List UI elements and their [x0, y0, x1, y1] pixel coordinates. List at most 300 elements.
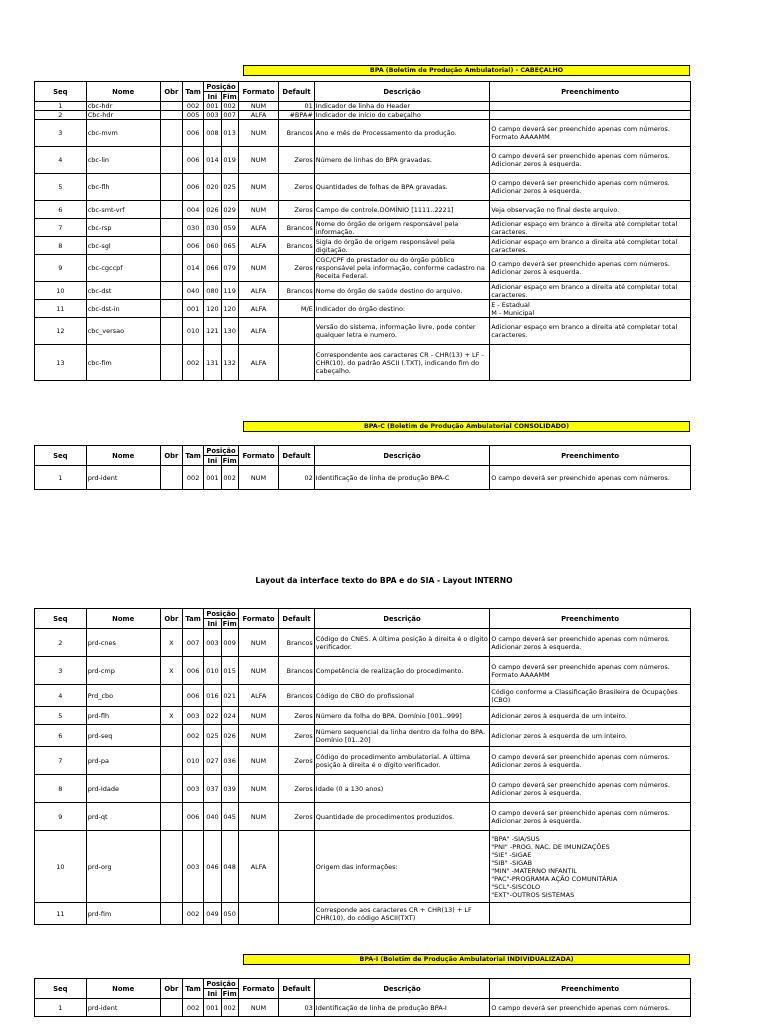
cell-tam: 006 [183, 147, 204, 174]
table-row [35, 201, 691, 219]
cell-preenchimento: O campo deverá ser preenchido apenas com números. Adicionar zeros à esquerda. [490, 147, 691, 174]
cell-formato: ALFA [238, 318, 279, 345]
col-default: Default [279, 609, 314, 629]
cell-seq: 13 [35, 345, 87, 381]
cell-nome: cbc-lin [86, 147, 160, 174]
table-header [35, 82, 691, 102]
cell-nome: cbc-cgccpf [86, 255, 160, 282]
cell-formato: NUM [238, 102, 279, 111]
cell-fim: 024 [221, 707, 238, 725]
cell-fim: 050 [221, 903, 238, 925]
cell-fim: 007 [221, 111, 238, 120]
cell-preenchimento: O campo deverá ser preenchido apenas com números. Adicionar zeros à esquerda. [490, 255, 691, 282]
cell-default: M/E [279, 300, 314, 318]
cell-obr [160, 111, 182, 120]
col-ini: Ini [204, 619, 221, 629]
cell-preenchimento: O campo deverá ser preenchido apenas com números. [490, 466, 691, 490]
cell-preenchimento: O campo deverá ser preenchido apenas com números. Adicionar zeros à esquerda. [490, 747, 691, 775]
cell-obr [160, 201, 182, 219]
cell-nome: prd-cmp [86, 657, 160, 685]
cell-tam: 007 [183, 629, 204, 657]
table-row [35, 903, 691, 925]
cell-formato: NUM [238, 147, 279, 174]
cell-seq: 6 [35, 725, 87, 747]
cell-tam: 002 [183, 102, 204, 111]
cell-ini: 020 [204, 174, 221, 201]
col-default: Default [279, 446, 314, 466]
col-nome: Nome [86, 446, 160, 466]
col-nome: Nome [86, 609, 160, 629]
cell-descricao: Nome do órgão de origem responsável pela informação. [314, 219, 489, 237]
col-preenchimento: Preenchimento [490, 82, 691, 102]
cell-nome: prd-pa [86, 747, 160, 775]
cell-ini: 121 [204, 318, 221, 345]
table-row [35, 102, 691, 111]
cell-descricao: Indicador de início do cabeçalho [314, 111, 489, 120]
cell-preenchimento [490, 903, 691, 925]
col-posicao: Posição [204, 609, 238, 619]
cell-tam: 003 [183, 707, 204, 725]
cell-tam: 003 [183, 831, 204, 903]
table-layout-interno [34, 608, 691, 925]
cell-formato: NUM [238, 255, 279, 282]
cell-nome: cbc-flh [86, 174, 160, 201]
table-row [35, 831, 691, 903]
cell-fim: 002 [221, 999, 238, 1017]
col-ini: Ini [204, 989, 221, 999]
cell-default: 03 [279, 999, 314, 1017]
table-row [35, 318, 691, 345]
cell-default [279, 345, 314, 381]
col-nome: Nome [86, 979, 160, 999]
table-header [35, 446, 691, 466]
col-default: Default [279, 82, 314, 102]
cell-descricao: Nome do órgão de saúde destino do arquivo. [314, 282, 489, 300]
cell-descricao: Ano e mês de Processamento da produção. [314, 120, 489, 147]
cell-preenchimento: Código conforme a Classificação Brasileira de Ocupações (CBO) [490, 685, 691, 707]
cell-preenchimento: "BPA" -SIA/SUS "PNI" -PROG. NAC. DE IMUNIZAÇÕES "SIE" -SIGAE "SIB" -SIGAB "MIN" -MATERNO INFANTIL "PAC"-PROGRAMA AÇÃO COMUNITÁRIA "SCL"-SISCOLO "EXT"-OUTROS SISTEMAS [490, 831, 691, 903]
cell-fim: 036 [221, 747, 238, 775]
cell-seq: 5 [35, 174, 87, 201]
cell-nome: prd-ident [86, 466, 160, 490]
cell-nome: cbc-dst-in [86, 300, 160, 318]
col-posicao: Posição [204, 979, 238, 989]
cell-tam: 006 [183, 174, 204, 201]
table-row [35, 725, 691, 747]
cell-obr [160, 237, 182, 255]
cell-tam: 030 [183, 219, 204, 237]
cell-ini: 131 [204, 345, 221, 381]
cell-fim: 002 [221, 102, 238, 111]
cell-fim: 119 [221, 282, 238, 300]
table-header [35, 979, 691, 999]
cell-tam: 004 [183, 201, 204, 219]
table-bpa-i [34, 978, 691, 1017]
cell-formato: NUM [238, 201, 279, 219]
cell-nome: prd-org [86, 831, 160, 903]
cell-formato: NUM [238, 629, 279, 657]
table-row [35, 999, 691, 1017]
cell-fim: 021 [221, 685, 238, 707]
table-row [35, 111, 691, 120]
cell-obr [160, 300, 182, 318]
cell-default: Brancos [279, 657, 314, 685]
cell-formato: ALFA [238, 282, 279, 300]
cell-obr [160, 318, 182, 345]
cell-descricao: Indicador de linha do Header [314, 102, 489, 111]
col-nome: Nome [86, 82, 160, 102]
cell-preenchimento: Adicionar espaço em branco a direita até completar total caracteres. [490, 282, 691, 300]
cell-nome: cbc-sgl [86, 237, 160, 255]
cell-seq: 1 [35, 102, 87, 111]
table-row [35, 707, 691, 725]
cell-formato: ALFA [238, 237, 279, 255]
col-preenchimento: Preenchimento [490, 446, 691, 466]
cell-fim: 048 [221, 831, 238, 903]
col-descricao: Descrição [314, 82, 489, 102]
cell-ini: 010 [204, 657, 221, 685]
cell-formato: NUM [238, 725, 279, 747]
cell-preenchimento: O campo deverá ser preenchido apenas com números. Adicionar zeros à esquerda. [490, 174, 691, 201]
cell-preenchimento [490, 345, 691, 381]
col-descricao: Descrição [314, 979, 489, 999]
cell-seq: 11 [35, 903, 87, 925]
cell-nome: cbc_versao [86, 318, 160, 345]
cell-nome: prd-Idade [86, 775, 160, 803]
col-tam: Tam [183, 609, 204, 629]
cell-descricao: Quantidades de folhas de BPA gravadas. [314, 174, 489, 201]
cell-formato: NUM [238, 803, 279, 831]
cell-preenchimento: O campo deverá ser preenchido apenas com números. Adicionar zeros à esquerda. [490, 629, 691, 657]
cell-ini: 014 [204, 147, 221, 174]
cell-formato: ALFA [238, 345, 279, 381]
cell-formato: NUM [238, 657, 279, 685]
cell-tam: 003 [183, 775, 204, 803]
cell-nome: prd-seq [86, 725, 160, 747]
cell-obr [160, 903, 182, 925]
cell-default: Brancos [279, 120, 314, 147]
cell-preenchimento: Adicionar espaço em branco a direita até completar total caracteres. [490, 318, 691, 345]
table-header [35, 609, 691, 629]
table-bpa-c [34, 445, 691, 490]
cell-seq: 5 [35, 707, 87, 725]
cell-descricao: Código do procedimento ambulatorial. A última posição à direita é o dígito verificador. [314, 747, 489, 775]
col-seq: Seq [35, 609, 87, 629]
col-obr: Obr [160, 82, 182, 102]
cell-ini: 001 [204, 102, 221, 111]
col-posicao: Posição [204, 82, 238, 92]
col-default: Default [279, 979, 314, 999]
cell-ini: 046 [204, 831, 221, 903]
cell-default: 02 [279, 466, 314, 490]
cell-descricao: Versão do sistema, informação livre, pode conter qualquer letra e numero. [314, 318, 489, 345]
col-descricao: Descrição [314, 609, 489, 629]
cell-nome: cbc-rsp [86, 219, 160, 237]
col-fim: Fim [222, 92, 237, 101]
layout-title: Layout da interface texto do BPA e do SIA - Layout INTERNO [255, 576, 513, 585]
cell-fim: 019 [221, 147, 238, 174]
cell-fim: 130 [221, 318, 238, 345]
cell-tam: 001 [183, 300, 204, 318]
cell-obr [160, 775, 182, 803]
col-seq: Seq [35, 82, 87, 102]
cell-descricao: Indicador do órgão destino: [314, 300, 489, 318]
cell-descricao: Correspondente aos caracteres CR - CHR(13) + LF - CHR(10), do padrão ASCII (.TXT), indicando fim do cabeçalho. [314, 345, 489, 381]
cell-ini: 025 [204, 725, 221, 747]
cell-nome: prd-flh [86, 707, 160, 725]
col-fim: Fim [222, 989, 237, 998]
cell-formato: ALFA [238, 111, 279, 120]
cell-seq: 10 [35, 831, 87, 903]
cell-formato: NUM [238, 120, 279, 147]
cell-fim: 132 [221, 345, 238, 381]
table-row [35, 345, 691, 381]
cell-obr [160, 102, 182, 111]
cell-fim: 065 [221, 237, 238, 255]
table-row [35, 174, 691, 201]
cell-ini: 066 [204, 255, 221, 282]
section-banner-cabecalho: BPA (Boletim de Produção Ambulatorial) - CABEÇALHO [243, 65, 690, 76]
cell-obr [160, 803, 182, 831]
cell-nome: cbc-fim [86, 345, 160, 381]
cell-ini: 030 [204, 219, 221, 237]
cell-formato: ALFA [238, 685, 279, 707]
cell-formato: NUM [238, 747, 279, 775]
cell-ini: 016 [204, 685, 221, 707]
cell-preenchimento: O campo deverá ser preenchido apenas com números. Adicionar zeros à esquerda. [490, 803, 691, 831]
table-row [35, 803, 691, 831]
cell-tam: 006 [183, 657, 204, 685]
cell-obr [160, 345, 182, 381]
cell-obr [160, 255, 182, 282]
cell-preenchimento: O campo deverá ser preenchido apenas com números. Formato AAAAMM [490, 657, 691, 685]
cell-fim: 120 [221, 300, 238, 318]
cell-tam: 002 [183, 999, 204, 1017]
cell-nome: prd-ident [86, 999, 160, 1017]
cell-seq: 6 [35, 201, 87, 219]
cell-tam: 002 [183, 725, 204, 747]
cell-default: Zeros [279, 707, 314, 725]
cell-obr [160, 831, 182, 903]
table-row [35, 300, 691, 318]
cell-ini: 120 [204, 300, 221, 318]
cell-ini: 003 [204, 111, 221, 120]
cell-default: Zeros [279, 803, 314, 831]
cell-default [279, 318, 314, 345]
cell-default: Brancos [279, 219, 314, 237]
cell-obr [160, 747, 182, 775]
table-row [35, 120, 691, 147]
col-tam: Tam [183, 82, 204, 102]
cell-ini: 001 [204, 466, 221, 490]
cell-fim: 045 [221, 803, 238, 831]
col-posicao: Posição [204, 446, 238, 456]
cell-ini: 008 [204, 120, 221, 147]
cell-obr [160, 219, 182, 237]
cell-preenchimento: Adicionar espaço em branco a direita até completar total caracteres. [490, 237, 691, 255]
cell-formato: NUM [238, 174, 279, 201]
cell-tam: 010 [183, 318, 204, 345]
col-fim: Fim [222, 456, 237, 465]
cell-nome: prd-qt [86, 803, 160, 831]
col-tam: Tam [183, 979, 204, 999]
cell-obr [160, 466, 182, 490]
cell-default [279, 831, 314, 903]
cell-obr [160, 282, 182, 300]
col-formato: Formato [238, 979, 279, 999]
cell-nome: cbc-hdr [86, 102, 160, 111]
cell-seq: 7 [35, 219, 87, 237]
cell-ini: 080 [204, 282, 221, 300]
cell-obr: X [160, 629, 182, 657]
cell-tam: 005 [183, 111, 204, 120]
table-row [35, 147, 691, 174]
col-preenchimento: Preenchimento [490, 609, 691, 629]
cell-nome: Prd_cbo [86, 685, 160, 707]
cell-seq: 3 [35, 657, 87, 685]
table-row [35, 629, 691, 657]
cell-seq: 9 [35, 255, 87, 282]
cell-descricao: Número de linhas do BPA gravadas. [314, 147, 489, 174]
cell-default: Brancos [279, 629, 314, 657]
cell-descricao: Competência de realização do procedimento. [314, 657, 489, 685]
cell-preenchimento: Veja observação no final deste arquivo. [490, 201, 691, 219]
table-row [35, 282, 691, 300]
cell-descricao: Código do CBO do profissional [314, 685, 489, 707]
table-row [35, 775, 691, 803]
cell-default [279, 903, 314, 925]
table-row [35, 219, 691, 237]
cell-seq: 12 [35, 318, 87, 345]
cell-descricao: Idade (0 a 130 anos) [314, 775, 489, 803]
cell-tam: 006 [183, 120, 204, 147]
cell-nome: prd-fim [86, 903, 160, 925]
cell-obr [160, 725, 182, 747]
cell-default: 01 [279, 102, 314, 111]
cell-nome: cbc-smt-vrf [86, 201, 160, 219]
col-obr: Obr [160, 979, 182, 999]
cell-descricao: Quantidade de procedimentos produzidos. [314, 803, 489, 831]
col-obr: Obr [160, 446, 182, 466]
table-row [35, 466, 691, 490]
cell-preenchimento: O campo deverá ser preenchido apenas com números. Adicionar zeros à esquerda. [490, 775, 691, 803]
cell-default: Zeros [279, 255, 314, 282]
cell-tam: 006 [183, 237, 204, 255]
cell-preenchimento: Adicionar zeros à esquerda de um inteiro. [490, 725, 691, 747]
cell-descricao: Sigla do órgão de origem responsável pela digitação. [314, 237, 489, 255]
col-seq: Seq [35, 979, 87, 999]
cell-ini: 049 [204, 903, 221, 925]
col-descricao: Descrição [314, 446, 489, 466]
cell-default: Brancos [279, 685, 314, 707]
cell-tam: 002 [183, 903, 204, 925]
section-banner-bpa-c: BPA-C (Boletim de Produção Ambulatorial CONSOLIDADO) [243, 421, 690, 432]
cell-fim: 039 [221, 775, 238, 803]
cell-default: Zeros [279, 174, 314, 201]
cell-fim: 029 [221, 201, 238, 219]
col-preenchimento: Preenchimento [490, 979, 691, 999]
cell-obr [160, 120, 182, 147]
cell-obr [160, 685, 182, 707]
cell-preenchimento: O campo deverá ser preenchido apenas com números. Formato AAAAMM [490, 120, 691, 147]
cell-seq: 2 [35, 629, 87, 657]
cell-nome: cbc-dst [86, 282, 160, 300]
cell-ini: 003 [204, 629, 221, 657]
cell-ini: 001 [204, 999, 221, 1017]
table-cabecalho [34, 81, 691, 381]
cell-descricao: Corresponde aos caracteres CR + CHR(13) + LF CHR(10), do código ASCII(TXT) [314, 903, 489, 925]
cell-ini: 037 [204, 775, 221, 803]
cell-obr [160, 147, 182, 174]
cell-fim: 009 [221, 629, 238, 657]
cell-descricao: Identificação de linha de produção BPA-I [314, 999, 489, 1017]
table-row [35, 237, 691, 255]
col-ini: Ini [204, 92, 221, 102]
cell-preenchimento [490, 102, 691, 111]
cell-seq: 4 [35, 147, 87, 174]
cell-descricao: Origem das informações: [314, 831, 489, 903]
col-obr: Obr [160, 609, 182, 629]
table-row [35, 255, 691, 282]
cell-seq: 4 [35, 685, 87, 707]
cell-formato: NUM [238, 775, 279, 803]
table-row [35, 685, 691, 707]
cell-preenchimento: E - Estadual M - Municipal [490, 300, 691, 318]
cell-formato: NUM [238, 707, 279, 725]
cell-seq: 1 [35, 999, 87, 1017]
cell-seq: 1 [35, 466, 87, 490]
table-row [35, 747, 691, 775]
cell-formato [238, 903, 279, 925]
cell-formato: ALFA [238, 300, 279, 318]
col-fim: Fim [222, 619, 237, 628]
cell-tam: 006 [183, 803, 204, 831]
col-formato: Formato [238, 609, 279, 629]
cell-tam: 040 [183, 282, 204, 300]
cell-ini: 026 [204, 201, 221, 219]
cell-seq: 9 [35, 803, 87, 831]
cell-fim: 059 [221, 219, 238, 237]
cell-preenchimento: O campo deverá ser preenchido apenas com números. [490, 999, 691, 1017]
cell-seq: 7 [35, 747, 87, 775]
cell-default: Zeros [279, 147, 314, 174]
cell-descricao: CGC/CPF do prestador ou do órgão público responsável pela informação, conforme cadastro na Receita Federal. [314, 255, 489, 282]
cell-default: Zeros [279, 775, 314, 803]
cell-nome: Cbc-hdr [86, 111, 160, 120]
cell-ini: 022 [204, 707, 221, 725]
cell-formato: ALFA [238, 219, 279, 237]
cell-formato: NUM [238, 466, 279, 490]
cell-seq: 3 [35, 120, 87, 147]
cell-seq: 8 [35, 237, 87, 255]
cell-ini: 027 [204, 747, 221, 775]
cell-default: Brancos [279, 237, 314, 255]
cell-descricao: Campo de controle.DOMÍNIO [1111..2221] [314, 201, 489, 219]
cell-tam: 002 [183, 345, 204, 381]
cell-descricao: Código do CNES. A última posição à direita é o dígito verificador. [314, 629, 489, 657]
section-banner-bpa-i: BPA-I (Boletim de Produção Ambulatorial INDIVIDUALIZADA) [243, 954, 690, 965]
cell-fim: 002 [221, 466, 238, 490]
cell-formato: NUM [238, 999, 279, 1017]
col-ini: Ini [204, 456, 221, 466]
cell-tam: 014 [183, 255, 204, 282]
cell-fim: 013 [221, 120, 238, 147]
cell-obr: X [160, 657, 182, 685]
cell-nome: cbc-mvm [86, 120, 160, 147]
cell-preenchimento: Adicionar espaço em branco a direita até completar total caracteres. [490, 219, 691, 237]
col-formato: Formato [238, 446, 279, 466]
cell-fim: 025 [221, 174, 238, 201]
